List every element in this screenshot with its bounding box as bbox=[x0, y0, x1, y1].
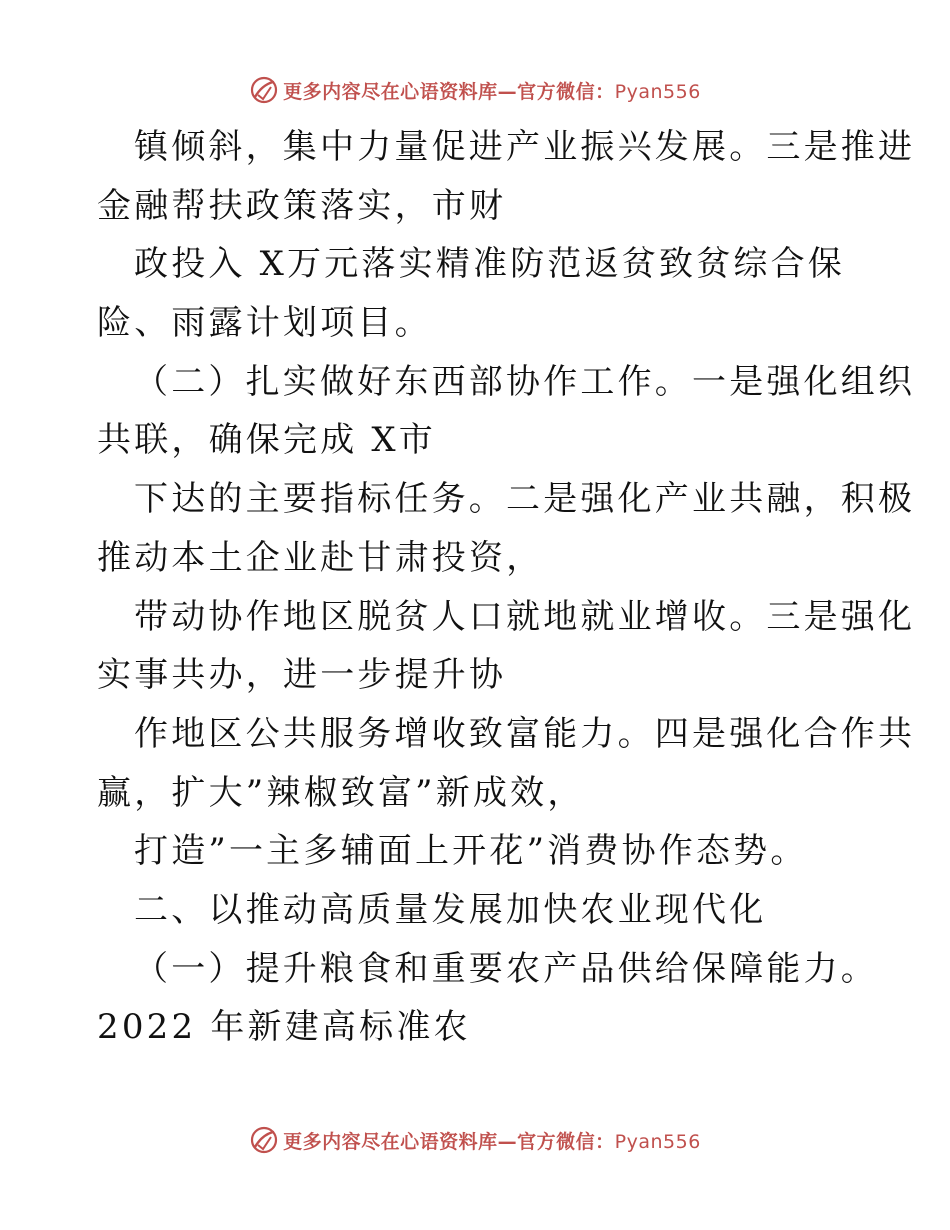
body-line: 推动本土企业赴甘肃投资， bbox=[97, 537, 544, 578]
body-line: 镇倾斜，集中力量促进产业振兴发展。三是推进 bbox=[134, 127, 916, 167]
body-line: 作地区公共服务增收致富能力。四是强化合作共 bbox=[134, 713, 916, 754]
footer-watermark bbox=[0, 1120, 950, 1160]
body-line: 金融帮扶政策落实，市财 bbox=[97, 185, 507, 226]
section-heading: 二、以推动高质量发展加快农业现代化 bbox=[134, 889, 767, 930]
body-line: 2022 年新建高标准农 bbox=[97, 1007, 471, 1048]
body-line: 险、雨露计划项目。 bbox=[97, 303, 432, 344]
body-line: 政投入 X万元落实精准防范返贫致贫综合保 bbox=[134, 244, 846, 285]
body-line: 带动协作地区脱贫人口就地就业增收。三是强化 bbox=[134, 596, 916, 637]
watermark-wechat-id: Pyan556 bbox=[614, 80, 701, 103]
watermark-wechat-id: Pyan556 bbox=[614, 1130, 701, 1153]
header-watermark bbox=[0, 70, 950, 110]
watermark-text: 更多内容尽在心语资料库—官方微信： bbox=[283, 1130, 615, 1153]
pen-logo-icon bbox=[249, 75, 279, 105]
body-line: 下达的主要指标任务。二是强化产业共融，积极 bbox=[134, 479, 916, 520]
watermark-text: 更多内容尽在心语资料库—官方微信： bbox=[283, 80, 615, 103]
document-body bbox=[97, 118, 916, 1057]
body-line: 实事共办，进一步提升协 bbox=[97, 655, 507, 696]
pen-logo-icon bbox=[249, 1125, 279, 1155]
body-line: 共联，确保完成 X市 bbox=[97, 420, 437, 461]
body-line: （一）提升粮食和重要农产品供给保障能力。 bbox=[134, 948, 878, 989]
body-line: 赢，扩大”辣椒致富”新成效， bbox=[97, 772, 585, 813]
body-line: （二）扎实做好东西部协作工作。一是强化组织 bbox=[134, 361, 916, 402]
body-line: 打造”一主多辅面上开花”消费协作态势。 bbox=[134, 831, 808, 872]
